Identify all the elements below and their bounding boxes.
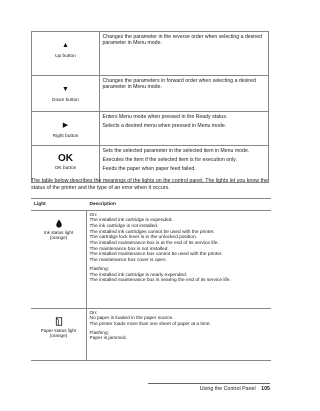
page-footer (148, 386, 270, 393)
intro-paragraph: The table below describes the meanings of the lights on the control panel. The lights let you know the status of the printer and the type of an error when it occurs. (31, 178, 268, 191)
on-label: On: (89, 310, 98, 316)
description-line: The installed ink cartridges cannot be used with the printer. (89, 229, 215, 235)
button-label: OK button (54, 165, 77, 171)
page-number: 105 (261, 386, 270, 392)
light-cell (31, 309, 87, 361)
light-name: Paper status light (40, 327, 77, 333)
button-description (100, 32, 269, 76)
header-light: Light (31, 199, 87, 211)
description-line: The installed maintenance box is nearing the end of its service life. (89, 278, 231, 284)
light-color: (orange) (49, 333, 68, 339)
button-cell (32, 112, 100, 146)
table-row (32, 76, 269, 112)
up-triangle-icon: ▲ (62, 41, 69, 49)
description-line: The maintenance box cover is open. (89, 258, 167, 264)
footer-section-title: Using the Control Panel (199, 386, 256, 392)
button-label: Up button (55, 53, 76, 59)
description-line: The ink cartridge is not installed. (89, 223, 159, 229)
description-line: The maintenance box is not installed. (89, 246, 169, 252)
description-line: Paper is jammed. (89, 336, 127, 342)
description-line: Changes the parameter in the reverse order when selecting a desired parameter in Menu mode. (102, 33, 262, 46)
table-row (32, 146, 269, 183)
ink-drop-icon (55, 219, 63, 228)
header-description: Description (87, 199, 272, 211)
footer-divider (148, 383, 270, 384)
light-table (31, 198, 271, 361)
button-label: Down button (52, 97, 79, 103)
description-line: The installed maintenance box is at the end of its service life. (89, 241, 219, 247)
description-line: Sets the selected parameter in the selected item in Menu mode. (102, 147, 250, 154)
description-line: Changes the parameters in forward order when selecting a desired parameter in Menu mode. (102, 77, 256, 90)
button-table (31, 31, 269, 183)
description-line: The cartridge lock lever is in the unlocked position. (89, 235, 197, 241)
description-line: Enters Menu mode when pressed in the Ready status. (102, 113, 228, 120)
light-name: Ink status light (43, 229, 74, 235)
table-header-row (31, 199, 271, 211)
description-line: The installed ink cartridge is nearly expended. (89, 272, 188, 278)
button-cell (32, 76, 100, 112)
button-description (100, 112, 269, 146)
ok-icon: OK (58, 152, 73, 164)
description-line: No paper is loaded in the paper source. (89, 316, 174, 322)
table-row (31, 211, 271, 309)
description-line: The installed maintenance box cannot be used with the printer. (89, 252, 223, 258)
down-triangle-icon: ▼ (62, 85, 69, 93)
right-triangle-icon: ▶ (62, 121, 69, 129)
description-line: The printer loads more than one sheet of paper at a time. (89, 321, 211, 327)
button-description (100, 146, 269, 183)
paper-icon (55, 317, 63, 326)
light-description (87, 211, 272, 309)
on-label: On: (89, 212, 98, 218)
light-description (87, 309, 272, 361)
flashing-label: Flashing: (89, 266, 109, 272)
button-description (100, 76, 269, 112)
button-cell (32, 32, 100, 76)
description-line: Selects a desired menu when pressed in Menu mode. (102, 122, 227, 129)
light-color: (orange) (49, 235, 68, 241)
table-row (32, 32, 269, 76)
flashing-label: Flashing: (89, 330, 109, 336)
table-row (31, 309, 271, 361)
description-line: Feeds the paper when paper feed failed. (102, 166, 196, 173)
light-cell (31, 211, 87, 309)
table-row (32, 112, 269, 146)
description-line: The installed ink cartridge is expended. (89, 218, 173, 224)
description-line: Executes the item if the selected item is for execution only. (102, 156, 237, 163)
button-label: Right button (52, 133, 79, 139)
button-cell (32, 146, 100, 183)
